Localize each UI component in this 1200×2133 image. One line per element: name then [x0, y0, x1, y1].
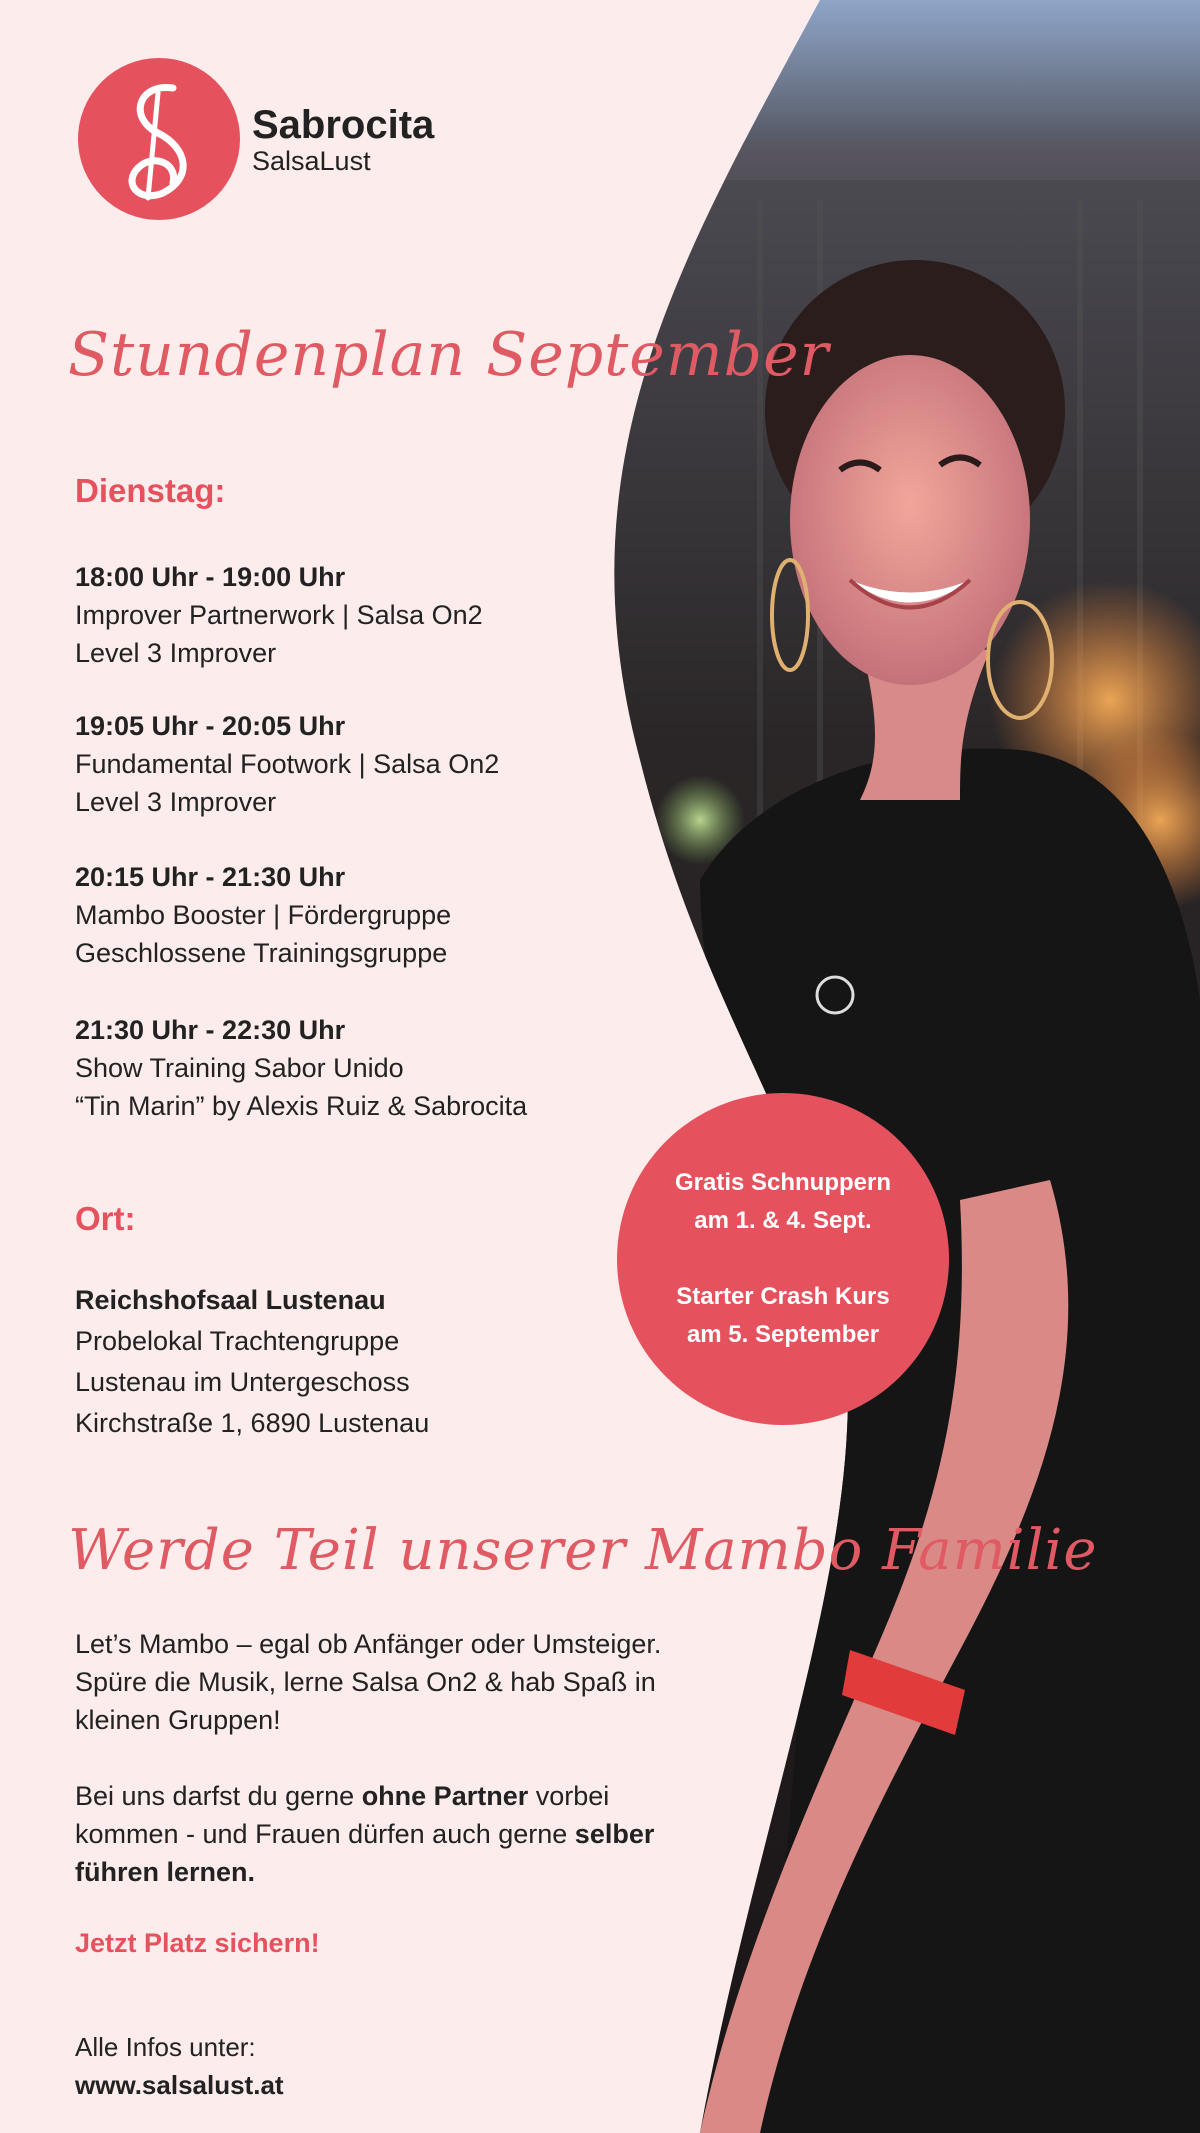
location-heading: Ort: [75, 1200, 136, 1237]
slot-class: Mambo Booster | Fördergruppe [75, 900, 452, 930]
slot-class: Improver Partnerwork | Salsa On2 [75, 600, 483, 630]
tuesday-heading: Dienstag: [75, 472, 226, 509]
website-link[interactable]: www.salsalust.at [75, 2070, 284, 2100]
badge-line: am 1. & 4. Sept. [694, 1207, 872, 1234]
slot-level: Level 3 Improver [75, 787, 277, 817]
badge-line: am 5. September [686, 1321, 880, 1348]
brand-name: Sabrocita [252, 103, 435, 147]
schedule-title: Stundenplan September [68, 320, 830, 390]
slot-time: 19:05 Uhr - 20:05 Uhr [75, 711, 346, 741]
promo-paragraph: Let’s Mambo – egal ob Anfänger oder Umsteiger. Spüre die Musik, lerne Salsa On2 & hab Spaß in kleinen Gruppen! [75, 1629, 662, 1735]
promo-paragraph: Bei uns darfst du gerne ohne Partner vorbei kommen - und Frauen dürfen auch gerne selber führen lernen. [75, 1781, 655, 1887]
brand-sub: SalsaLust [252, 146, 371, 176]
info-block [75, 2028, 284, 2104]
family-title: Werde Teil unserer Mambo Familie [68, 1518, 1098, 1583]
slot-class: Fundamental Footwork | Salsa On2 [75, 749, 500, 779]
venue-line: Lustenau im Untergeschoss [75, 1367, 410, 1397]
logo-mark-icon [78, 58, 240, 220]
venue-address [75, 1280, 635, 1444]
venue-name: Reichshofsaal Lustenau [75, 1285, 386, 1315]
badge-line: Starter Crash Kurs [676, 1283, 890, 1310]
brand-logo [78, 58, 434, 220]
promo-text [75, 1625, 715, 1929]
venue-line: Probelokal Trachtengruppe [75, 1326, 400, 1356]
info-label: Alle Infos unter: [75, 2032, 256, 2062]
slot-level: “Tin Marin” by Alexis Ruiz & Sabrocita [75, 1091, 528, 1121]
slot-level: Level 3 Improver [75, 638, 277, 668]
slot-class: Show Training Sabor Unido [75, 1053, 404, 1083]
slot-level: Geschlossene Trainingsgruppe [75, 938, 448, 968]
schedule-slot [75, 858, 635, 972]
slot-time: 18:00 Uhr - 19:00 Uhr [75, 562, 346, 592]
cta-text: Jetzt Platz sichern! [75, 1928, 320, 1958]
badge-line: Gratis Schnuppern [674, 1169, 892, 1196]
schedule-slot [75, 558, 635, 672]
schedule-slot [75, 707, 635, 821]
slot-time: 20:15 Uhr - 21:30 Uhr [75, 862, 346, 892]
promo-badge [617, 1093, 949, 1425]
venue-line: Kirchstraße 1, 6890 Lustenau [75, 1408, 430, 1438]
slot-time: 21:30 Uhr - 22:30 Uhr [75, 1015, 346, 1045]
schedule-slot [75, 1011, 635, 1125]
